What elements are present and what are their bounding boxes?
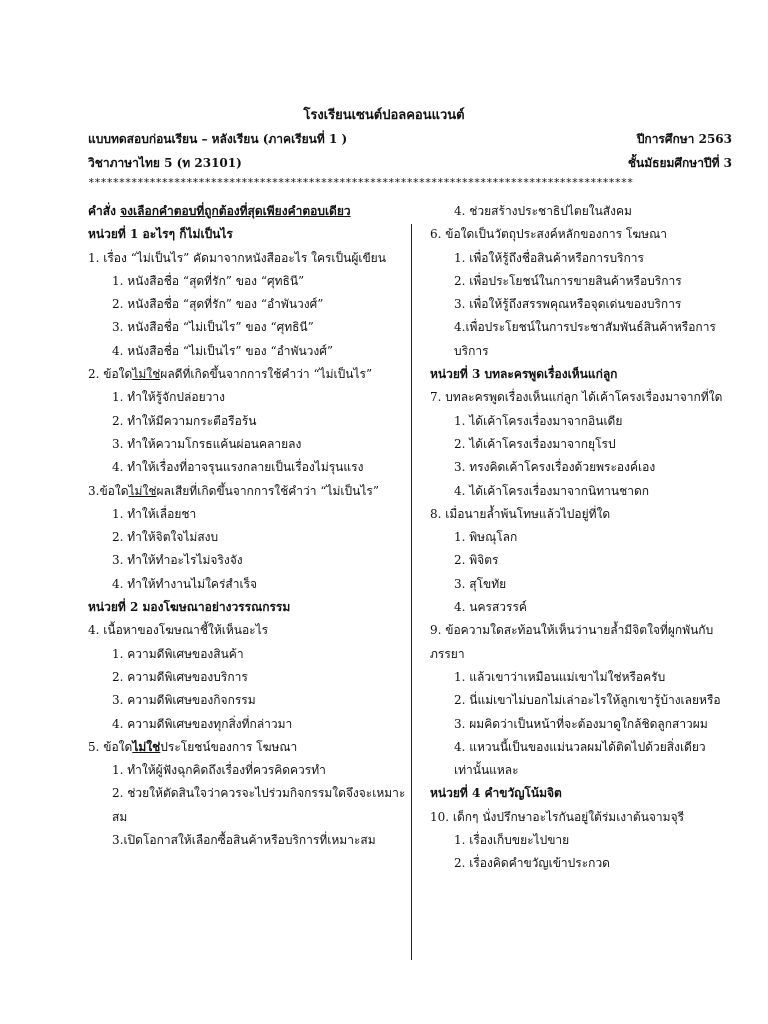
- q1-option-2: 2. หนังสือชื่อ “สุดที่รัก” ของ “อำพันวงศ์”: [112, 297, 324, 312]
- q8-option-3: 3. สุโขทัย: [454, 576, 507, 591]
- q4-option-1: 1. ความดีพิเศษของสินค้า: [112, 646, 244, 661]
- q7-option-3: 3. ทรงคิดเค้าโครงเรื่องด้วยพระองค์เอง: [454, 460, 656, 475]
- q4-option-3: 3. ความดีพิเศษของกิจกรรม: [112, 693, 256, 708]
- q3-option-4: 4. ทำให้ทำงานไม่ใคร่สำเร็จ: [112, 576, 258, 591]
- q3-option-3: 3. ทำให้ทำอะไรไม่จริงจัง: [112, 553, 243, 568]
- question-10: 10. เด็กๆ นั่งปรึกษาอะไรกันอยู่ใต้ร่มเงาต้นจามจุรี: [430, 809, 685, 824]
- q3-underlined: ไม่ใช่: [128, 483, 157, 498]
- q3-option-1: 1. ทำให้เลื่อยชา: [112, 506, 197, 521]
- subject-code: วิชาภาษาไทย 5 (ท 23101): [88, 156, 242, 170]
- question-5: [88, 736, 408, 759]
- q5-option-4: 4. ช่วยสร้างประชาธิปไตยในสังคม: [454, 204, 632, 218]
- unit-2-heading: หน่วยที่ 2 มองโฆษณาอย่างวรรณกรรม: [88, 600, 291, 615]
- q6-option-4: 4.เพื่อประโยชน์ในการประชาสัมพันธ์สินค้าหรือการบริการ: [454, 320, 716, 358]
- academic-year: ปีการศึกษา 2563: [636, 132, 732, 146]
- instruction-text: จงเลือกคำตอบที่ถูกต้องที่สุดเพียงคำตอบเดียว: [120, 204, 351, 218]
- q6-option-2: 2. เพื่อประโยชน์ในการขายสินค้าหรือบริการ: [454, 273, 682, 288]
- q5-option-1: 1. ทำให้ผู้ฟังฉุกคิดถึงเรื่องที่ควรคิดควรทำ: [112, 763, 326, 778]
- question-6: 6. ข้อใดเป็นวัตถุประสงค์หลักของการ โฆษณา: [430, 227, 667, 242]
- q5-option-3: 3.เปิดโอกาสให้เลือกซื้อสินค้าหรือบริการที่เหมาะสม: [112, 833, 376, 848]
- q1-option-4: 4. หนังสือชื่อ “ไม่เป็นไร” ของ “อำพันวงศ์”: [112, 343, 333, 358]
- q3-prefix: 3.ข้อใด: [88, 483, 129, 498]
- question-3: [88, 480, 408, 503]
- q7-option-2: 2. ได้เค้าโครงเรื่องมาจากยุโรป: [454, 436, 616, 451]
- question-9: 9. ข้อความใดสะท้อนให้เห็นว่านายล้ำมีจิตใจที่ผูกพันกับภรรยา: [430, 623, 714, 661]
- q5-underlined: ไม่ใช่: [132, 739, 161, 754]
- q7-option-1: 1. ได้เค้าโครงเรื่องมาจากอินเดีย: [454, 413, 623, 428]
- q2-option-1: 1. ทำให้รู้จักปล่อยวาง: [112, 390, 225, 405]
- question-1: 1. เรื่อง “ไม่เป็นไร” คัดมาจากหนังสืออะไร ใครเป็นผู้เขียน: [88, 250, 386, 265]
- left-column: [88, 200, 408, 852]
- q9-option-4: 4. แหวนนี้เป็นของแม่นวลผมได้ติดไปด้วยสิ่งเดียวเท่านั้นแหละ: [454, 739, 706, 778]
- q2-underlined: ไม่ใช่: [132, 367, 161, 382]
- separator-line: *****************************************************************************************: [88, 176, 633, 189]
- q10-option-2: 2. เรื่องคิดคำขวัญเข้าประกวด: [454, 856, 610, 871]
- question-8: 8. เมื่อนายล้ำพ้นโทษแล้วไปอยู่ที่ใด: [430, 506, 611, 521]
- q9-option-3: 3. ผมคิดว่าเป็นหน้าที่จะต้องมาดูใกล้ชิดลูกสาวผม: [454, 716, 708, 731]
- question-4: 4. เนื้อหาของโฆษณาชี้ให้เห็นอะไร: [88, 623, 269, 638]
- q6-option-3: 3. เพื่อให้รู้ถึงสรรพคุณหรือจุดเด่นของบริการ: [454, 297, 682, 312]
- right-column: [430, 200, 730, 876]
- instruction: [88, 200, 408, 223]
- unit-4-heading: หน่วยที่ 4 คำขวัญโน้มจิต: [430, 786, 562, 801]
- q9-option-1: 1. แล้วเขาว่าเหมือนแม่เขาไม่ใช่หรือครับ: [454, 669, 666, 684]
- question-7: 7. บทละครพูดเรื่องเห็นแก่ลูก ได้เค้าโครงเรื่องมาจากที่ใด: [430, 390, 723, 405]
- q6-option-1: 1. เพื่อให้รู้ถึงชื่อสินค้าหรือการบริการ: [454, 250, 644, 265]
- question-2: [88, 363, 408, 386]
- q9-option-2: 2. นี่แม่เขาไม่บอกไม่เล่าอะไรให้ลูกเขารู้บ้างเลยหรือ: [454, 693, 721, 708]
- q2-option-2: 2. ทำให้มีความกระตือรือร้น: [112, 413, 257, 428]
- q10-option-1: 1. เรื่องเก็บขยะไปขาย: [454, 833, 570, 848]
- q2-option-3: 3. ทำให้ความโกรธแค้นผ่อนคลายลง: [112, 436, 302, 451]
- unit-3-heading: หน่วยที่ 3 บทละครพูดเรื่องเห็นแก่ลูก: [430, 367, 618, 382]
- q7-option-4: 4. ได้เค้าโครงเรื่องมาจากนิทานชาดก: [454, 483, 650, 498]
- grade-level: ชั้นมัธยมศึกษาปีที่ 3: [627, 156, 732, 170]
- column-divider: [411, 224, 412, 960]
- q5-option-2: 2. ช่วยให้ตัดสินใจว่าควรจะไปร่วมกิจกรรมใดจึงจะเหมาะสม: [112, 786, 406, 824]
- q8-option-1: 1. พิษณุโลก: [454, 530, 518, 545]
- instruction-prefix: คำสั่ง: [88, 204, 121, 218]
- q5-prefix: 5. ข้อใด: [88, 739, 133, 754]
- q8-option-4: 4. นครสวรรค์: [454, 600, 527, 615]
- q4-option-2: 2. ความดีพิเศษของบริการ: [112, 669, 248, 684]
- q5-suffix: ประโยชน์ของการ โฆษณา: [160, 739, 298, 754]
- q4-option-4: 4. ความดีพิเศษของทุกสิ่งที่กล่าวมา: [112, 716, 293, 731]
- q3-option-2: 2. ทำให้จิตใจไม่สงบ: [112, 530, 219, 545]
- q1-option-3: 3. หนังสือชื่อ “ไม่เป็นไร” ของ “ศุทธินี”: [112, 320, 314, 335]
- q2-option-4: 4. ทำให้เรื่องที่อาจรุนแรงกลายเป็นเรื่องไม่รุนแรง: [112, 460, 364, 475]
- q3-suffix: ผลเสียที่เกิดขึ้นจากการใช้คำว่า “ไม่เป็นไร”: [156, 483, 379, 498]
- q8-option-2: 2. พิจิตร: [454, 553, 499, 568]
- unit-1-heading: หน่วยที่ 1 อะไรๆ ก็ไม่เป็นไร: [88, 227, 233, 242]
- q2-suffix: ผลดีที่เกิดขึ้นจากการใช้คำว่า “ไม่เป็นไร”: [160, 367, 373, 382]
- q2-prefix: 2. ข้อใด: [88, 367, 133, 382]
- q1-option-1: 1. หนังสือชื่อ “สุดที่รัก” ของ “ศุทธินี”: [112, 273, 305, 288]
- exam-title: แบบทดสอบก่อนเรียน – หลังเรียน (ภาคเรียนที่ 1 ): [88, 132, 348, 146]
- school-name: โรงเรียนเซนต์ปอลคอนแวนต์: [303, 108, 465, 123]
